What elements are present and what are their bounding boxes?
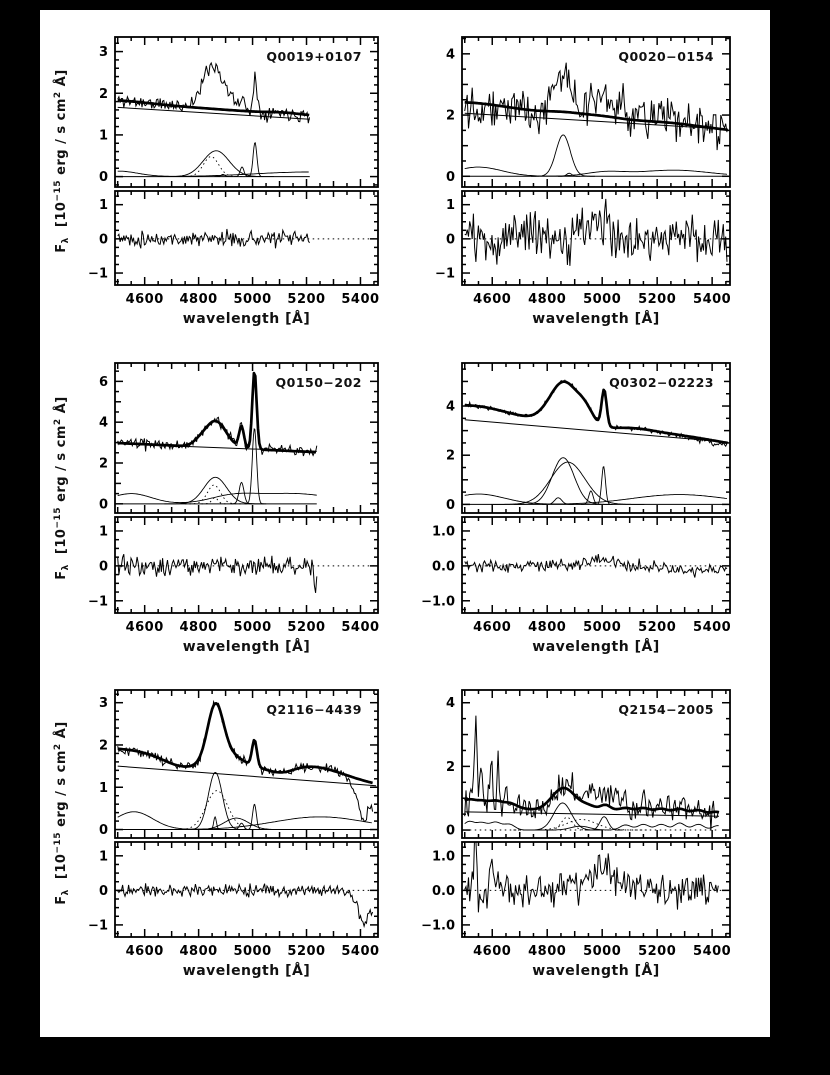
residual-panel [118,883,378,926]
ytick-label: 0 [445,823,455,839]
yaxis-label-row-0: $F_\lambda$ [$10^{-15}$ erg / s $cm^2$ Å] [53,69,71,253]
ytick-label: −1 [88,594,108,610]
ytick-label: −1.0 [421,594,455,610]
ytick-label: 1 [98,780,108,796]
panel-title: Q2154−2005 [618,702,714,717]
ytick-label: 4 [445,696,455,712]
ytick-label: −1 [88,918,108,934]
spectrum-plot-svg [402,349,740,667]
line-component-solid [247,143,264,177]
ylabel-f: F [54,243,69,253]
feii-component-line [118,493,317,502]
panel-q2116-4439 [55,676,388,991]
line-component-solid [209,817,221,830]
ytick-label: 0 [98,883,108,899]
xtick-label: 5400 [693,292,732,307]
panel-q0019-0107 [55,23,388,339]
xtick-label: 4800 [528,292,567,307]
line-component-solid [182,818,291,829]
xtick-label: 4600 [473,620,512,635]
xtick-label: 5000 [233,292,272,307]
ytick-label: 2 [98,456,108,472]
xtick-label: 5000 [583,620,622,635]
spectrum-line [118,63,310,123]
line-component-solid [595,467,612,505]
ytick-label: 0 [98,232,108,248]
line-component-dotted [514,820,650,831]
line-component-solid [491,462,644,504]
xtick-label: 4800 [528,944,567,959]
ytick-label: 0.0 [431,883,455,899]
main-panel [465,63,728,177]
yaxis-label-row-1: $F_\lambda$ [$10^{-15}$ erg / s $cm^2$ Å] [53,396,71,580]
ytick-label: 3 [98,696,108,712]
continuum-line [465,812,719,816]
line-component-dotted [185,485,243,504]
residual-panel [465,554,730,577]
ytick-label: 4 [445,399,455,415]
ytick-label: 0 [98,823,108,839]
residual-panel [465,199,730,266]
residual-line [465,199,727,266]
panel-q0150-202 [55,349,388,667]
panel-title: Q2116−4439 [266,702,362,717]
ytick-label: 2 [98,86,108,102]
xtick-label: 5400 [341,292,380,307]
xaxis-label: wavelength [Å] [182,639,311,655]
ytick-label: 1 [445,198,455,214]
spectrum-plot-svg [402,676,740,991]
xaxis-label: wavelength [Å] [182,311,311,327]
xtick-label: 5400 [341,620,380,635]
line-component-solid [531,135,595,176]
spectrum-plot-svg [55,23,388,339]
ytick-label: 1 [98,198,108,214]
ytick-label: 2 [98,738,108,754]
ytick-label: −1 [435,266,455,282]
xtick-label: 4600 [473,944,512,959]
residual-panel [118,229,378,248]
xtick-label: 5200 [638,292,677,307]
ytick-label: 0 [445,232,455,248]
ytick-label: 2 [445,448,455,464]
panel-q2154-2005 [402,676,740,991]
xtick-label: 4800 [179,620,218,635]
residual-panel-frame [462,517,730,613]
residual-panel [465,835,730,912]
ytick-label: 1 [98,128,108,144]
line-component-solid [184,773,247,830]
spectrum-line [465,716,719,831]
ytick-label: 4 [98,415,108,431]
ytick-label: −1.0 [421,918,455,934]
main-panel [465,380,728,504]
ytick-label: 3 [98,45,108,61]
xtick-label: 5400 [693,944,732,959]
spectrum-plot-svg [55,676,388,991]
ytick-label: 0 [98,170,108,186]
ytick-label: 1 [98,524,108,540]
xtick-label: 5000 [233,944,272,959]
xtick-label: 4800 [528,620,567,635]
main-panel [118,63,310,177]
xtick-label: 5000 [233,620,272,635]
ytick-label: −1 [88,266,108,282]
main-panel [118,702,376,830]
xaxis-label: wavelength [Å] [182,963,311,979]
xaxis-label: wavelength [Å] [532,639,660,655]
ytick-label: 1.0 [431,524,455,540]
xtick-label: 5200 [287,620,326,635]
ytick-label: 0.0 [431,559,455,575]
xtick-label: 4800 [179,292,218,307]
ytick-label: 1 [98,849,108,865]
panel-q0020-0154 [402,23,740,339]
ytick-label: 2 [445,759,455,775]
xtick-label: 5400 [693,620,732,635]
residual-panel [118,554,378,593]
spectrum-plot-svg [55,349,388,667]
panel-title: Q0150−202 [275,375,362,390]
residual-line [465,835,719,912]
ytick-label: 1.0 [431,849,455,865]
panel-title: Q0020−0154 [618,49,714,64]
panel-q0302-02223 [402,349,740,667]
ytick-label: 0 [98,497,108,513]
spectrum-plot-svg [402,23,740,339]
main-panel [465,716,719,831]
ytick-label: 4 [445,47,455,63]
residual-line [118,229,310,248]
yaxis-label-row-2: $F_\lambda$ [$10^{-15}$ erg / s $cm^2$ Å] [53,721,71,905]
ytick-label: 6 [98,374,108,390]
residual-line [118,554,317,593]
feii-component-line [465,167,727,176]
line-component-solid [245,429,264,504]
xtick-label: 5200 [287,944,326,959]
xtick-label: 5200 [638,944,677,959]
xtick-label: 4600 [125,944,164,959]
residual-panel-frame [115,191,378,285]
xtick-label: 5000 [583,292,622,307]
feii-component-line [118,171,309,176]
main-panel [118,373,317,504]
xtick-label: 5400 [341,944,380,959]
ytick-label: 0 [98,559,108,575]
xtick-label: 4600 [125,620,164,635]
xtick-label: 4600 [473,292,512,307]
xaxis-label: wavelength [Å] [532,311,660,327]
ytick-label: 0 [445,169,455,185]
panel-title: Q0302−02223 [609,375,714,390]
panel-title: Q0019+0107 [266,49,362,64]
xtick-label: 5200 [287,292,326,307]
xaxis-label: wavelength [Å] [532,963,660,979]
xtick-label: 4600 [125,292,164,307]
ytick-label: 2 [445,108,455,124]
xtick-label: 5200 [638,620,677,635]
xtick-label: 4800 [179,944,218,959]
ylabel-lambda: λ [61,237,71,244]
residual-line [118,883,373,926]
xtick-label: 5000 [583,944,622,959]
ytick-label: 0 [445,497,455,513]
model-fit-line [465,382,728,443]
feii-component-line [465,821,719,830]
line-component-solid [514,458,613,505]
